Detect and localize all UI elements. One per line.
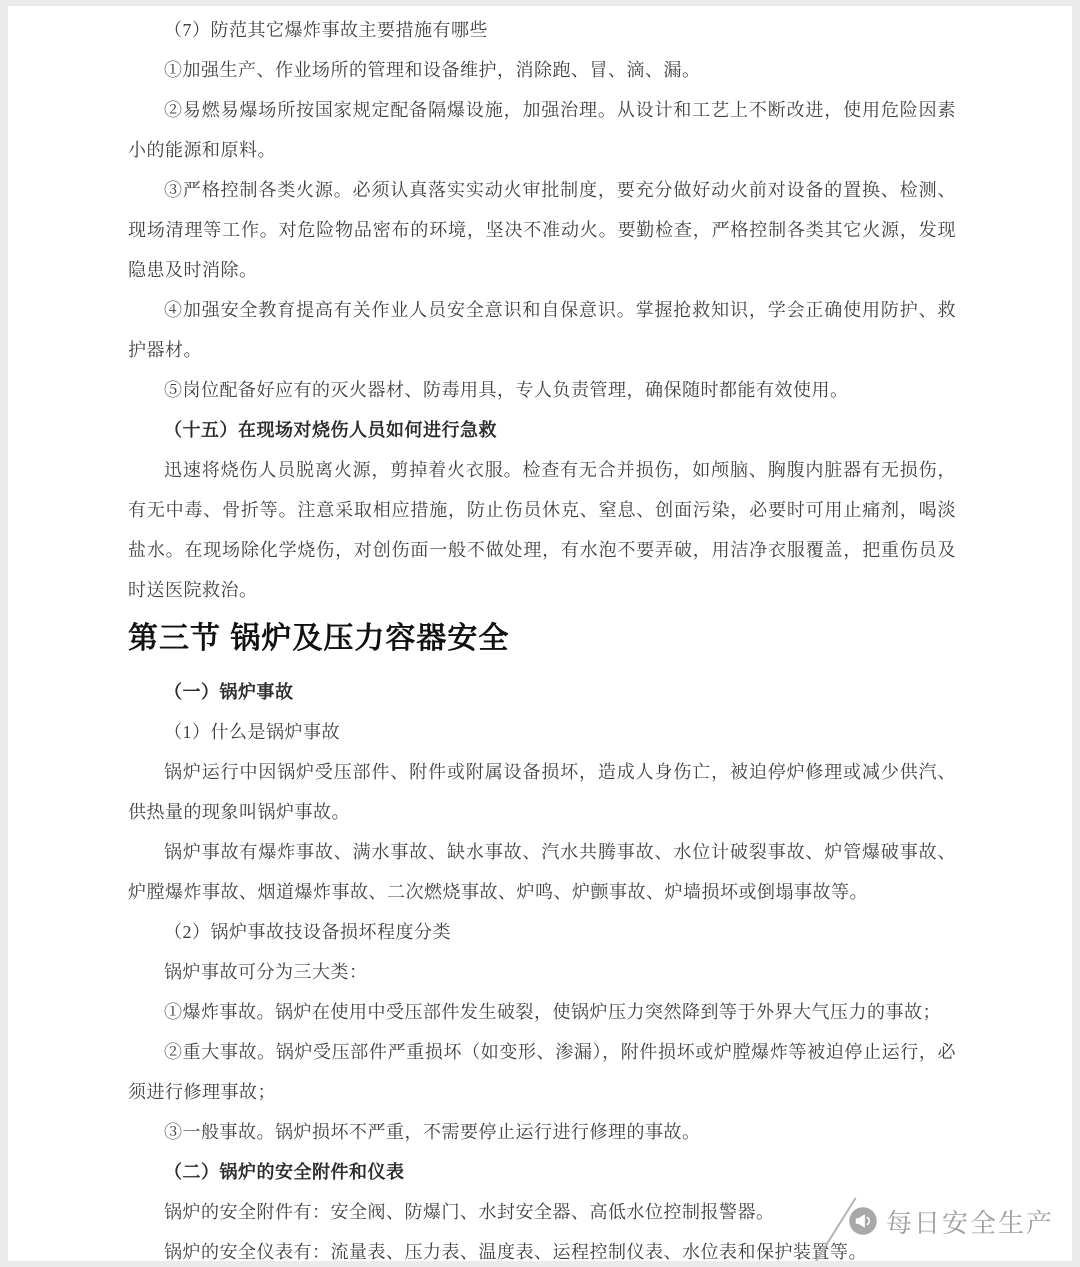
- paragraph: ①爆炸事故。锅炉在使用中受压部件发生破裂，使锅炉压力突然降到等于外界大气压力的事故；: [164, 1002, 941, 1022]
- paragraph: ②重大事故。锅炉受压部件严重损坏（如变形、渗漏），附件损坏或炉膛爆炸等被迫停止运行，必须进行修理事故；: [128, 1042, 956, 1102]
- paragraph: （7）防范其它爆炸事故主要措施有哪些: [164, 20, 488, 40]
- watermark-text: 每日安全生产: [885, 1207, 1054, 1238]
- paragraph: 锅炉的安全仪表有：流量表、压力表、温度表、运程控制仪表、水位表和保护装置等。: [164, 1242, 867, 1261]
- paragraph: 锅炉的安全附件有：安全阀、防爆门、水封安全器、高低水位控制报警器。: [164, 1202, 775, 1222]
- paragraph: 锅炉事故有爆炸事故、满水事故、缺水事故、汽水共腾事故、水位计破裂事故、炉管爆破事故、炉膛爆炸事故、烟道爆炸事故、二次燃烧事故、炉鸣、炉颤事故、炉墙损坏或倒塌事故等。: [128, 842, 956, 902]
- paragraph: ①加强生产、作业场所的管理和设备维护，消除跑、冒、滴、漏。: [164, 60, 701, 80]
- document-content: [8, 6, 1072, 1261]
- subsection-heading: （二）锅炉的安全附件和仪表: [164, 1162, 405, 1182]
- paragraph: 迅速将烧伤人员脱离火源，剪掉着火衣服。检查有无合并损伤，如颅脑、胸腹内脏器有无损伤，有无中毒、骨折等。注意采取相应措施，防止伤员休克、窒息、创面污染，必要时可用止痛剂，喝淡盐水。在现场除化学烧伤，对创伤面一般不做处理，有水泡不要弄破，用洁净衣服覆盖，把重伤员及时送医院救治。: [128, 460, 956, 600]
- section-title: 第三节 锅炉及压力容器安全: [128, 622, 510, 655]
- paragraph: （2）锅炉事故技设备损坏程度分类: [164, 922, 451, 942]
- megaphone-icon: [848, 1206, 878, 1236]
- paragraph: ②易燃易爆场所按国家规定配备隔爆设施，加强治理。从设计和工艺上不断改进，使用危险因素小的能源和原料。: [128, 100, 956, 160]
- subsection-heading: （十五）在现场对烧伤人员如何进行急救: [164, 420, 497, 440]
- paragraph: （1）什么是锅炉事故: [164, 722, 340, 742]
- paragraph: ③严格控制各类火源。必须认真落实实动火审批制度，要充分做好动火前对设备的置换、检测、现场清理等工作。对危险物品密布的环境，坚决不准动火。要勤检查，严格控制各类其它火源，发现隐患及时消除。: [128, 180, 956, 280]
- subsection-heading: （一）锅炉事故: [164, 682, 294, 702]
- paragraph: ④加强安全教育提高有关作业人员安全意识和自保意识。掌握抢救知识，学会正确使用防护、救护器材。: [128, 300, 956, 360]
- paragraph: ⑤岗位配备好应有的灭火器材、防毒用具，专人负责管理，确保随时都能有效使用。: [164, 380, 849, 400]
- paragraph: 锅炉事故可分为三大类：: [164, 962, 368, 982]
- watermark: [834, 1201, 1054, 1241]
- paragraph: 锅炉运行中因锅炉受压部件、附件或附属设备损坏，造成人身伤亡，被迫停炉修理或减少供汽、供热量的现象叫锅炉事故。: [128, 762, 956, 822]
- document-page: [8, 6, 1072, 1261]
- paragraph: ③一般事故。锅炉损坏不严重，不需要停止运行进行修理的事故。: [164, 1122, 701, 1142]
